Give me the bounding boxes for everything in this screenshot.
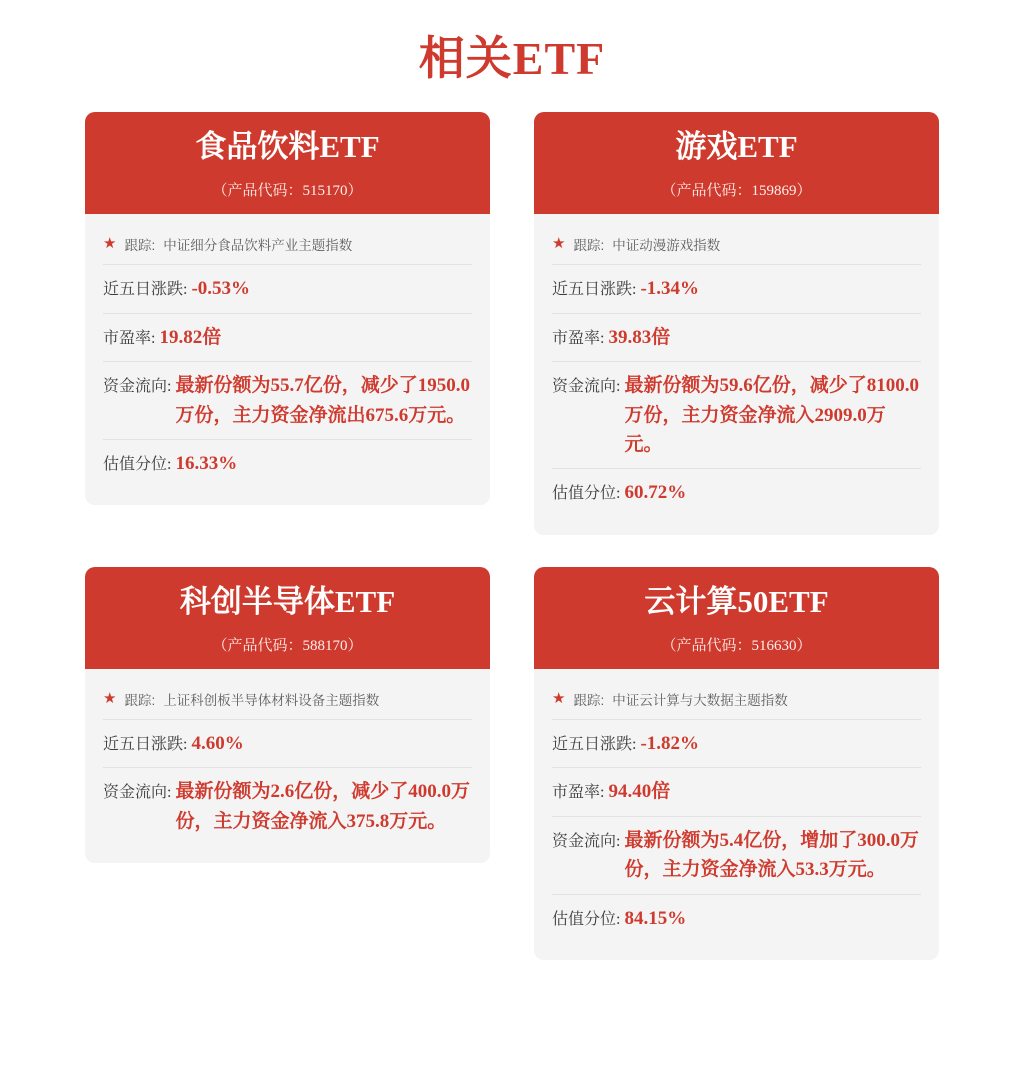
etf-card-header: [534, 112, 939, 214]
etf-valuation-label: 估值分位:: [552, 485, 621, 503]
etf-five-day-value: 4.60%: [191, 733, 244, 754]
etf-track-label: 跟踪:: [573, 693, 605, 708]
star-icon: ★: [552, 235, 566, 252]
etf-code: （产品代码：516630）: [661, 638, 812, 654]
etf-card-header: [534, 567, 939, 669]
etf-five-day-label: 近五日涨跌:: [552, 281, 637, 299]
etf-five-day-label: 近五日涨跌:: [103, 281, 188, 299]
etf-flow-label: 资金流向:: [552, 378, 621, 396]
etf-pe-label: 市盈率:: [552, 329, 605, 347]
etf-flow-label: 资金流向:: [103, 784, 172, 802]
etf-pe-label: 市盈率:: [103, 329, 156, 347]
etf-five-day-row: [103, 719, 472, 767]
star-icon: ★: [552, 690, 566, 707]
etf-track-label: 跟踪:: [124, 238, 156, 254]
star-icon: ★: [103, 690, 117, 707]
etf-flow-value: 最新份额为59.6亿份，减少了8100.0万份，主力资金净流入2909.0万元。: [624, 375, 919, 455]
etf-five-day-value: -0.53%: [191, 278, 251, 300]
etf-card[interactable]: [85, 112, 490, 505]
etf-valuation-label: 估值分位:: [103, 455, 172, 473]
star-icon: ★: [103, 235, 117, 252]
etf-valuation-row: [552, 894, 921, 942]
etf-pe-value: 94.40倍: [608, 781, 671, 803]
etf-valuation-row: [552, 468, 921, 516]
etf-valuation-row: [103, 439, 472, 487]
etf-track-label: 跟踪:: [573, 238, 605, 254]
etf-card-body: [534, 214, 939, 535]
etf-pe-row: [552, 313, 921, 361]
etf-card-body: [534, 669, 939, 960]
etf-name: 游戏ETF: [675, 129, 798, 164]
etf-card-grid: [0, 112, 1024, 960]
etf-card-header: [85, 567, 490, 669]
etf-flow-value: 最新份额为2.6亿份，减少了400.0万份，主力资金净流入375.8万元。: [175, 781, 470, 832]
etf-five-day-row: [103, 264, 472, 312]
etf-flow-value: 最新份额为55.7亿份，减少了1950.0万份，主力资金净流出675.6万元。: [175, 375, 470, 426]
etf-five-day-row: [552, 719, 921, 767]
etf-pe-label: 市盈率:: [552, 784, 605, 802]
etf-track-row: [103, 683, 472, 719]
etf-code: （产品代码：515170）: [212, 183, 363, 200]
etf-five-day-row: [552, 264, 921, 312]
etf-code: （产品代码：159869）: [661, 183, 812, 200]
etf-five-day-label: 近五日涨跌:: [552, 736, 637, 753]
etf-card[interactable]: [85, 567, 490, 864]
etf-code: （产品代码：588170）: [212, 638, 363, 654]
etf-flow-label: 资金流向:: [103, 378, 172, 396]
etf-flow-value: 最新份额为5.4亿份，增加了300.0万份，主力资金净流入53.3万元。: [624, 829, 919, 881]
etf-five-day-value: -1.34%: [640, 278, 700, 300]
etf-valuation-label: 估值分位:: [552, 910, 621, 928]
etf-track-row: [552, 683, 921, 719]
etf-valuation-value: 60.72%: [624, 482, 687, 504]
etf-track-row: [103, 228, 472, 264]
etf-card[interactable]: [534, 112, 939, 535]
etf-valuation-value: 84.15%: [624, 907, 687, 929]
etf-card-body: [85, 214, 490, 505]
etf-pe-row: [103, 313, 472, 361]
etf-name: 科创半导体ETF: [179, 583, 396, 619]
etf-name: 食品饮料ETF: [195, 129, 380, 164]
etf-name: 云计算50ETF: [644, 583, 829, 619]
etf-track-value: 中证细分食品饮料产业主题指数: [163, 238, 353, 254]
page-title: 相关ETF: [418, 33, 606, 84]
etf-five-day-label: 近五日涨跌:: [103, 736, 188, 753]
etf-track-label: 跟踪:: [124, 693, 156, 708]
etf-flow-row: [552, 816, 921, 894]
etf-flow-row: [103, 767, 472, 845]
etf-five-day-value: -1.82%: [640, 733, 700, 754]
etf-pe-value: 19.82倍: [159, 326, 222, 348]
etf-flow-row: [103, 361, 472, 439]
etf-card-body: [85, 669, 490, 863]
etf-flow-label: 资金流向:: [552, 832, 621, 850]
etf-valuation-value: 16.33%: [175, 452, 238, 474]
etf-pe-row: [552, 767, 921, 815]
etf-track-value: 中证云计算与大数据主题指数: [612, 693, 788, 708]
etf-card-header: [85, 112, 490, 214]
etf-track-value: 中证动漫游戏指数: [612, 238, 721, 254]
etf-track-row: [552, 228, 921, 264]
etf-flow-row: [552, 361, 921, 468]
etf-track-value: 上证科创板半导体材料设备主题指数: [163, 693, 380, 708]
etf-pe-value: 39.83倍: [608, 326, 671, 348]
etf-card[interactable]: [534, 567, 939, 960]
